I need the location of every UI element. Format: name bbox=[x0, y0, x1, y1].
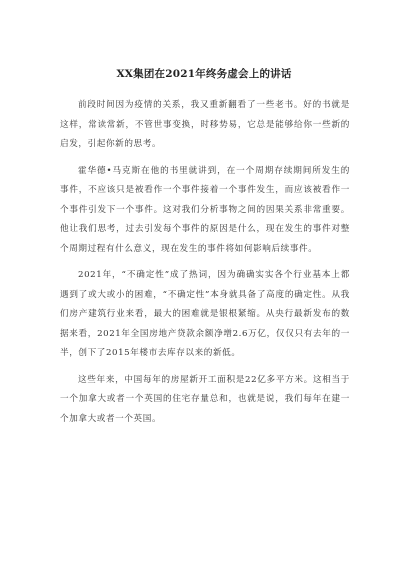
paragraph-4: 这些年来，中国每年的房屋新开工面积是22亿多平方米。这相当于一个加拿大或者一个英国的住宅存量总和，也就是说，我们每年在建一个加拿大或者一个英国。 bbox=[60, 374, 350, 424]
paragraph-3: 2021年，“不确定性”成了热词，因为确确实实各个行业基本上都遇到了或大或小的困难，“不确定性”本身就具备了高度的确定性。从我们房产建筑行业来看，最大的困难就是银根紧缩。从央行最新发布的数据来看，2021年全国房地产贷款余额净增2.6万亿，仅仅只有去年的一半，创下了2015年楼市去库存以来的新低。 bbox=[60, 270, 350, 358]
paragraph-2: 霍华德•马克斯在他的书里就讲到，在一个周期存续期间所发生的事件，不应该只是被看作一个事件接着一个事件发生，而应该被看作一个事件引发下一个事件。这对我们分析事物之间的因果关系非常重要。他让我们思考，过去引发每个事件的原因是什么，现在发生的事件对整个周期过程有什么意义，现在发生的事件将如何影响后续事件。 bbox=[60, 165, 350, 254]
document-title: XX集团在2021年终务虚会上的讲话 bbox=[116, 68, 292, 80]
paragraph-1: 前段时间因为疫情的关系，我又重新翻看了一些老书。好的书就是这样，常读常新，不管世事变换，时移势易，它总是能够给你一些新的启发，引起你新的思考。 bbox=[60, 100, 350, 149]
document-body bbox=[60, 96, 350, 436]
